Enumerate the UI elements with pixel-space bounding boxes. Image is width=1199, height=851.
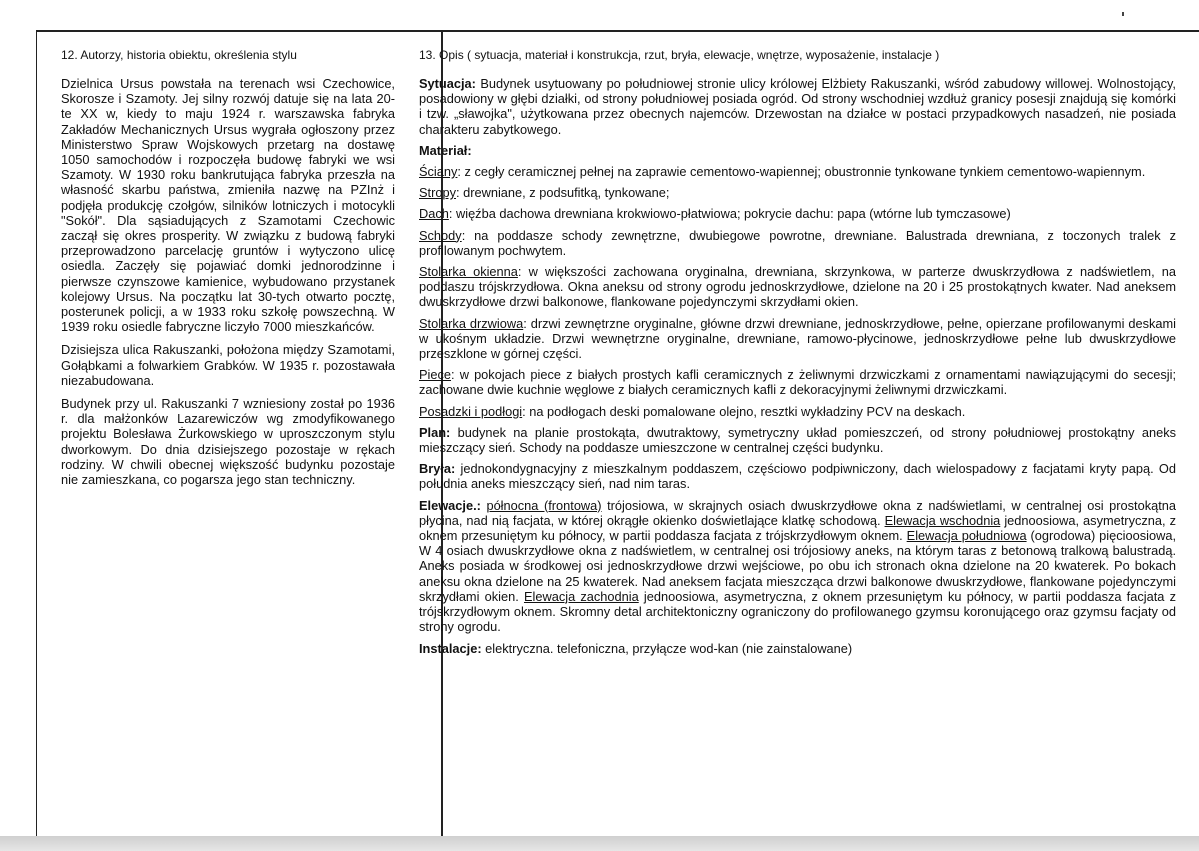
massing-text: jednokondygnacyjny z mieszkalnym poddaszem, częściowo podpiwniczony, dach wielospadowy z facjatami kryty papą. Od południa aneks mieszczący sień, nad nim taras. [419, 461, 1176, 492]
installations-label: Instalacje: [419, 640, 482, 656]
south-elevation-text: (ogrodowa) pięcioosiowa, W 4 osiach dwuskrzydłowe okna z nadświetlem, w centralnej osi trójosiowy aneks, na którym taras z betonową tralkową balustradą. Aneks posiada w środkowej osi jednoskrzydłowe drzwi wejściowe, po obu ich stronach okna dzielone na 20 kwaterek. Po bokach aneksu okna dzielone na 25 kwaterek. Nad aneksem facjata mieszcząca drzwi balkonowe dwuskrzydłowe, flankowane pojedynczymi skrzydłami okien. [419, 528, 1176, 604]
situation-label: Sytuacja: [419, 76, 476, 91]
windows-label: Stolarka okienna [419, 264, 518, 280]
roof-text: : więźba dachowa drewniana krokwiowo-płatwiowa; pokrycie dachu: papa (wtórne lub tymczasowe) [448, 206, 1011, 222]
stairs-section [419, 228, 1176, 258]
floors-label: Posadzki i podłogi [419, 403, 523, 419]
elevations-section [419, 498, 1176, 635]
west-elevation-label: Elewacja zachodnia [523, 588, 639, 604]
east-elevation-label: Elewacja wschodnia [884, 512, 1001, 528]
stoves-label: Piece [419, 367, 452, 383]
doors-text: : drzwi zewnętrzne oryginalne, główne drzwi drewniane, jednoskrzydłowe, pełne, opierzane profilowanymi deskami w ukośnym układzie. Drzwi wewnętrzne oryginalne, drewniane, ramowo-płycinowe, jednoskrzydłowe pełne lub dwuskrzydłowe przeszklone w górnej części. [419, 315, 1176, 362]
plan-text: budynek na planie prostokąta, dwutraktowy, symetryczny układ pomieszczeń, od strony południowej prostokątny aneks mieszczący sień. Schody na poddasze umieszczone w centralnej części budynku. [419, 424, 1176, 456]
ceilings-text: : drewniane, z podsufitką, tynkowane; [456, 185, 670, 201]
material-label: Materiał: [419, 142, 472, 158]
doors-label: Stolarka drzwiowa [419, 315, 524, 331]
history-paragraph-3: Budynek przy ul. Rakuszanki 7 wzniesiony został po 1936 r. dla małżonków Lazarewiczów wg zmodyfikowanego projektu Bolesława Żurkowskiego w uproszczonym stylu dworkowym. Do dnia dzisiejszego pozostaje w rękach rodziny. W chwili obecnej większość budynku pozostaje nie zamieszkana, co pogarsza jego stan techniczny. [61, 396, 395, 488]
history-paragraph-2: Dzisiejsza ulica Rakuszanki, położona między Szamotami, Gołąbkami a folwarkiem Grabków. W 1935 r. pozostawała niezabudowana. [61, 342, 395, 388]
installations-section [419, 641, 1176, 656]
doors-section [419, 316, 1176, 362]
east-elevation-text: jednoosiowa, asymetryczna, z oknem przesuniętym ku północy, w partii poddasza facjata z trójskrzydłowym oknem. [419, 512, 1176, 544]
stoves-section [419, 367, 1176, 397]
north-elevation-label: północna (frontowa) [486, 497, 602, 513]
floors-text: : na podłogach deski pomalowane olejno, resztki wykładziny PCV na deskach. [522, 403, 966, 419]
stairs-text: : na poddasze schody zewnętrzne, dwubiegowe powrotne, drewniane. Balustrada drewniana, z toczonych tralek z profilowanym pochwytem. [419, 227, 1176, 258]
floors-section [419, 404, 1176, 419]
windows-text: : w większości zachowana oryginalna, drewniana, skrzynkowa, w parterze dwuskrzydłowa z nadświetlem, na poddaszu trójskrzydłowa. Okna aneksu od strony ogrodu jednoskrzydłowe, dzielone na 20 i 25 prostokątnych kwater. Nad aneksem dwuskrzydłowe drzwi balkonowe, flankowane pojedynczymi skrzydłami okien. [419, 264, 1177, 310]
scan-bottom-edge [0, 836, 1199, 851]
walls-section [419, 164, 1176, 179]
scan-speck [1122, 12, 1124, 16]
walls-label: Ściany [419, 164, 458, 180]
installations-text: elektryczna. telefoniczna, przyłącze wod-kan (nie zainstalowane) [481, 640, 853, 656]
massing-section [419, 461, 1176, 491]
ceilings-section [419, 185, 1176, 200]
document-sheet [36, 30, 1199, 838]
walls-text: : z cegły ceramicznej pełnej na zaprawie cementowo-wapiennej; obustronnie tynkowane tynkiem cementowo-wapiennym. [457, 164, 1146, 180]
description-column [419, 48, 1176, 662]
situation-section [419, 76, 1176, 137]
massing-label: Bryła: [419, 461, 456, 477]
windows-section [419, 264, 1176, 310]
material-heading [419, 143, 1176, 158]
roof-label: Dach [419, 206, 449, 222]
history-paragraph-1: Dzielnica Ursus powstała na terenach wsi Czechowice, Skorosze i Szamoty. Jej silny rozwój datuje się na lata 20-te XX w, kiedy to maju 1924 r. warszawska fabryka Zakładów Mechanicznych Ursus wygrała ogłoszony przez Ministerstwo Spraw Wojskowych przetarg na dostawę 1050 samochodów i rozpoczęła budowę fabryki we wsi Szamoty. W 1930 roku bankrutująca fabryka przeszła na własność skarbu państwa, zmieniła nazwę na PZInż i podjęła produkcję czołgów, silników lotniczych i motocykli "Sokół". Dla sąsiadujących z Szamotami Czechowic zaczął się okres prosperity. W związku z budową fabryki przeprowadzono parcelację gruntów i wytyczono ulicę osiedla. Zaczęły się pojawiać domki jednorodzinne i pierwsze czynszowe kamienice, wybudowano przystanek kolejowy Ursus. Na początku lat 30-tych otwarto pocztę, posterunek policji, a w 1933 roku szkołę powszechną. W 1939 roku osiedle fabryczne liczyło 7000 mieszkańców. [61, 76, 395, 335]
roof-section [419, 206, 1176, 221]
south-elevation-label: Elewacja południowa [906, 528, 1027, 544]
elevations-label: Elewacje.: [419, 497, 481, 513]
north-elevation-text: trójosiowa, w skrajnych osiach dwuskrzydłowe okna z nadświetlami, w centralnej osi prostokątna płycina, nad nią facjata, w której okrągłe okienko doświetlające klatkę schodową. [419, 497, 1177, 528]
history-column [61, 48, 395, 495]
history-heading: 12. Autorzy, historia obiektu, określenia stylu [61, 48, 297, 62]
plan-label: Plan: [419, 424, 451, 440]
description-heading: 13. Opis ( sytuacja, materiał i konstrukcja, rzut, bryła, elewacje, wnętrze, wyposażenie, instalacje ) [419, 48, 940, 62]
stairs-label: Schody [419, 227, 462, 243]
ceilings-label: Stropy [419, 185, 456, 201]
stoves-text: : w pokojach piece z białych prostych kafli ceramicznych z żeliwnymi drzwiczkami z ornamentami nawiązującymi do secesji; zachowane dwie kuchnie węglowe z białych ceramicznych kafli z dekoracyjnymi żeliwnymi drzwiczkami. [419, 367, 1176, 398]
plan-section [419, 425, 1176, 455]
situation-text: Budynek usytuowany po południowej stronie ulicy królowej Elżbiety Rakuszanki, wśród zabudowy willowej. Wolnostojący, posadowiony w głębi działki, od strony południowej posiada ogród. Od strony wschodniej wzdłuż granicy posesji znajdują się komórki i tzw. „sławojka", użytkowana przez obecnych najemców. Drzewostan na działce w postaci przypadkowych nasadzeń, nie posiada charakteru zabytkowego. [419, 76, 1176, 137]
west-elevation-text: jednoosiowa, asymetryczna, z oknem przesuniętym ku północy, w partii poddasza facjata z trójskrzydłowym oknem. Skromny detal architektoniczny ograniczony do profilowanego gzymsu koronującego oraz gzymsu facjaty od strony ogrodu. [419, 588, 1176, 635]
